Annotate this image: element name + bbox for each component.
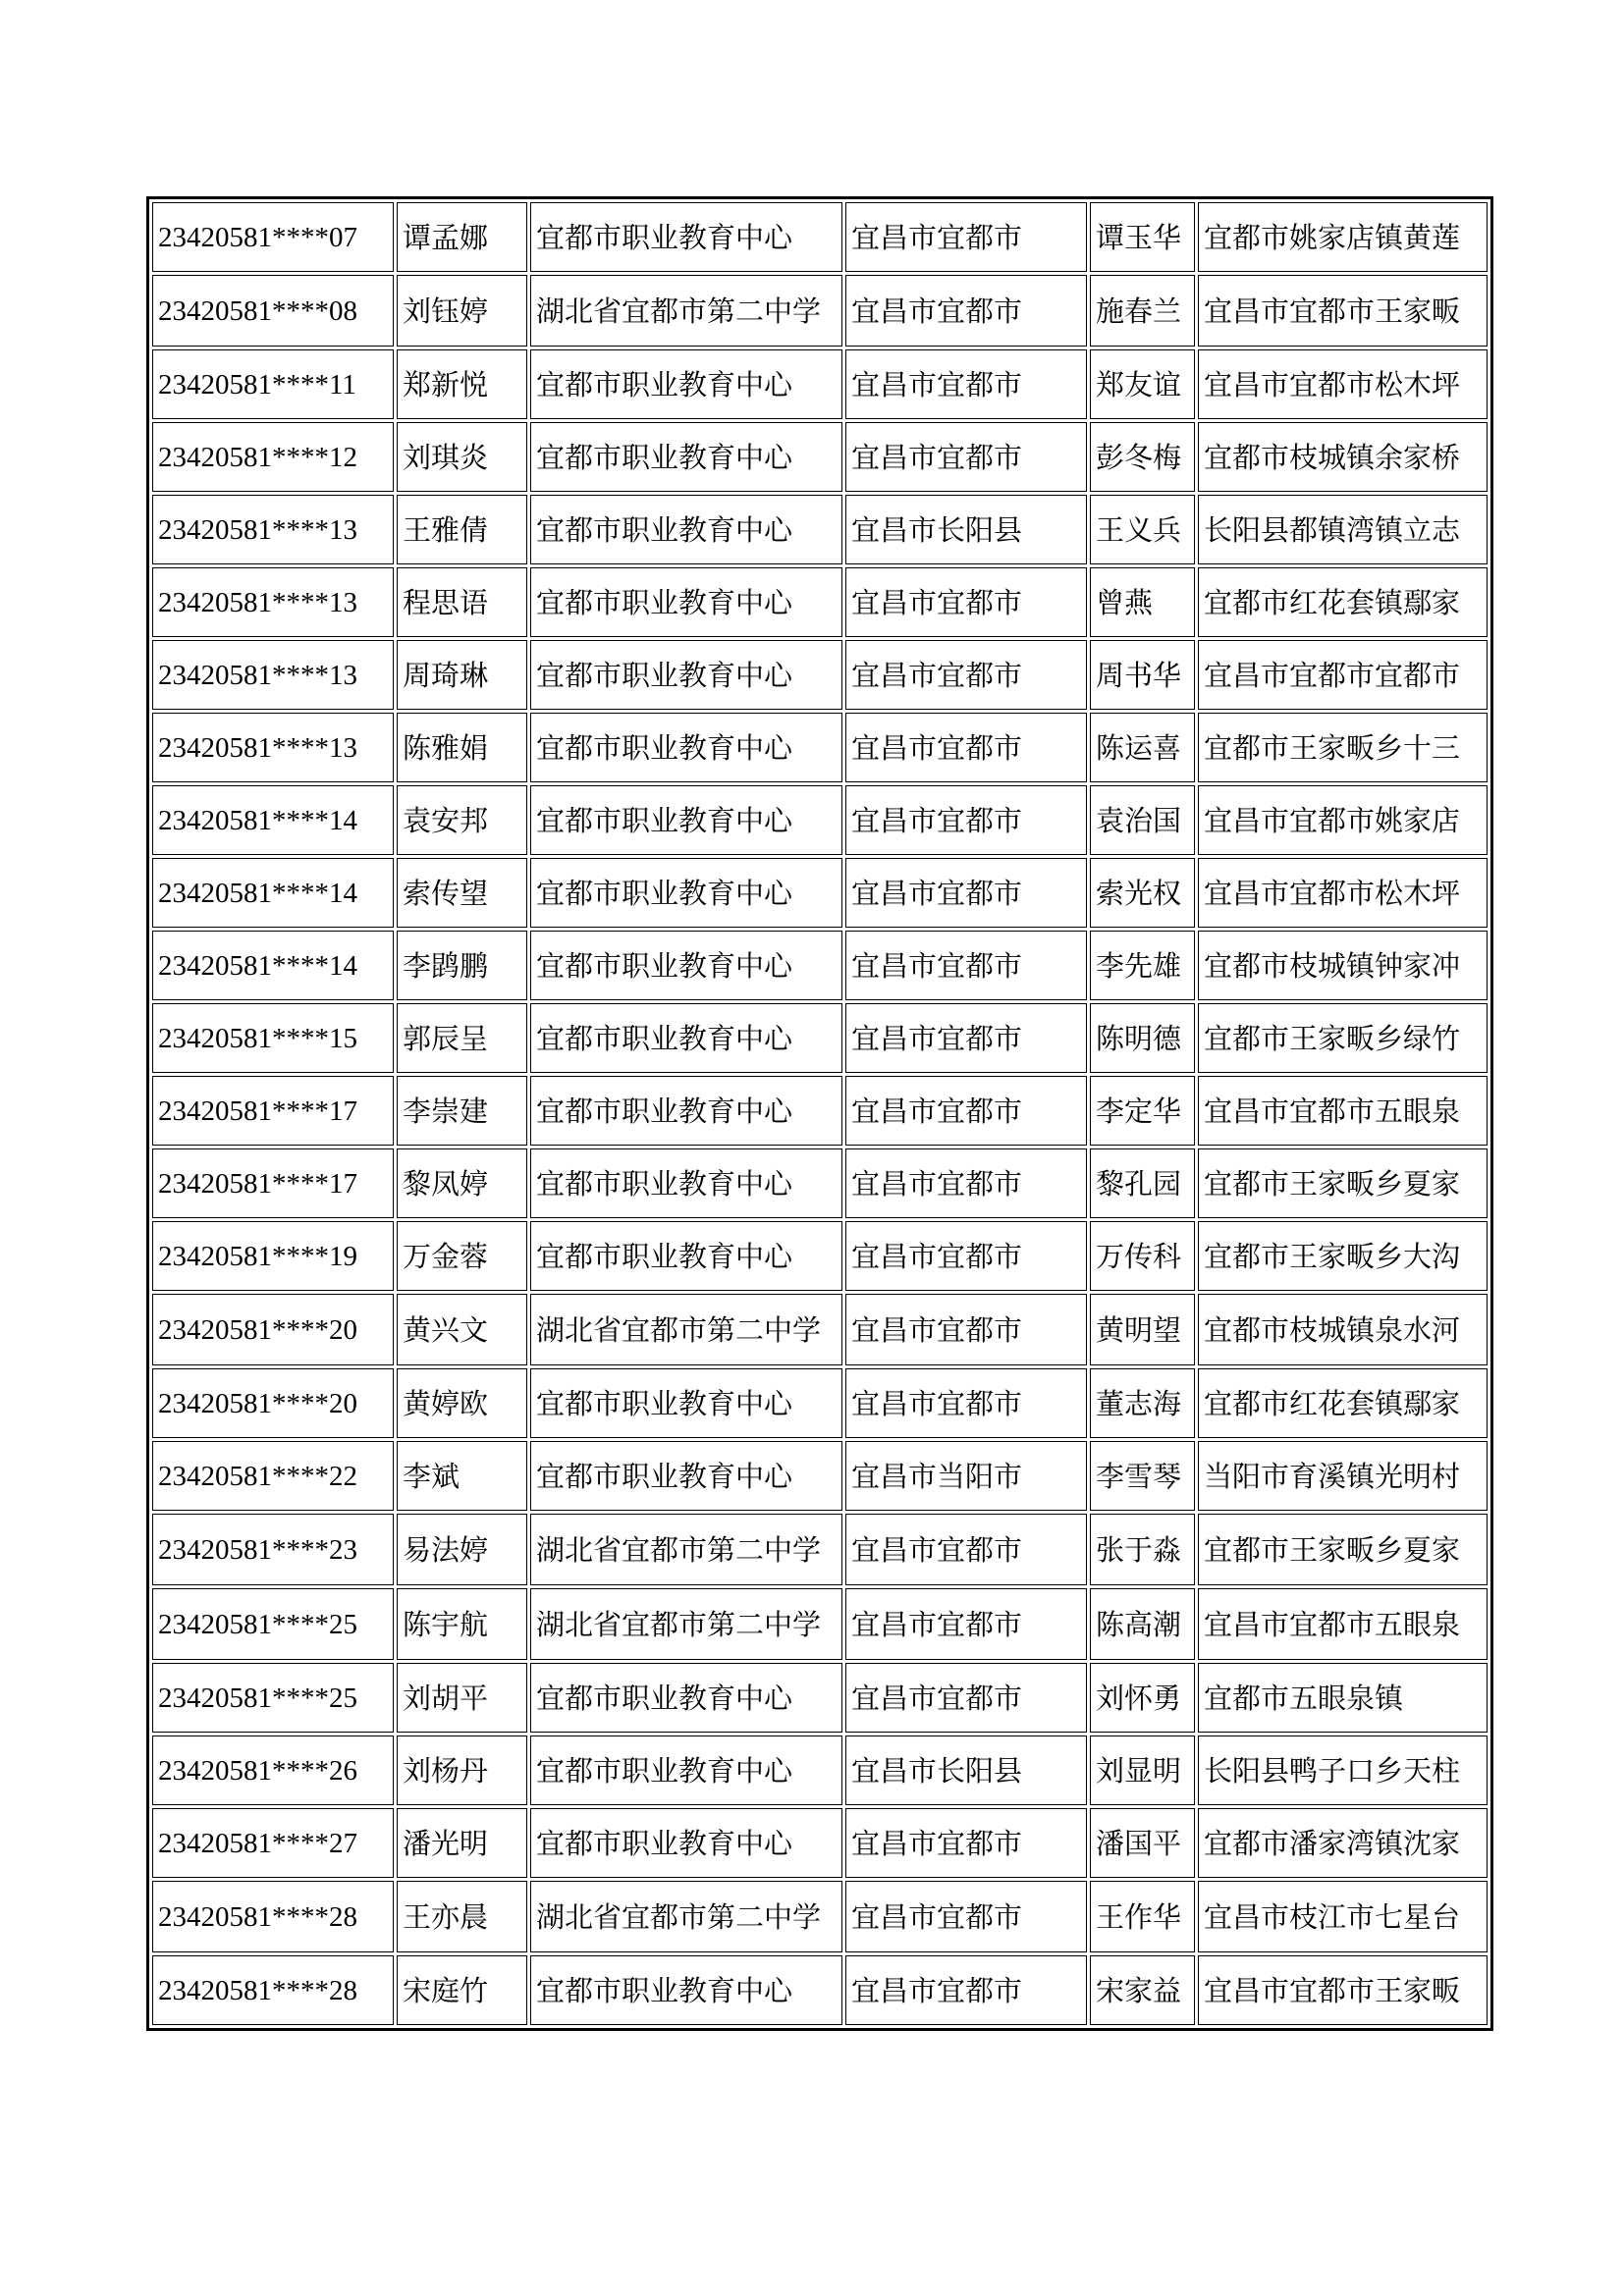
school-cell: 宜都市职业教育中心 [530, 1148, 842, 1218]
table-row [152, 422, 1488, 492]
student-id-cell: 23420581****28 [152, 1881, 394, 1952]
region-cell: 宜昌市长阳县 [845, 1735, 1087, 1805]
guardian-name-cell: 袁治国 [1090, 785, 1195, 855]
student-id-cell: 23420581****12 [152, 422, 394, 492]
student-id-cell: 23420581****13 [152, 567, 394, 637]
student-name-cell: 刘胡平 [397, 1663, 527, 1733]
guardian-name-cell: 黎孔园 [1090, 1148, 1195, 1218]
address-cell: 当阳市育溪镇光明村 [1198, 1441, 1488, 1511]
address-cell: 宜都市王家畈乡绿竹 [1198, 1003, 1488, 1073]
guardian-name-cell: 刘显明 [1090, 1735, 1195, 1805]
address-cell: 宜都市枝城镇钟家冲 [1198, 931, 1488, 1000]
student-name-cell: 郑新悦 [397, 349, 527, 419]
guardian-name-cell: 张于淼 [1090, 1514, 1195, 1585]
region-cell: 宜昌市宜都市 [845, 1808, 1087, 1878]
school-cell: 宜都市职业教育中心 [530, 713, 842, 782]
student-id-cell: 23420581****26 [152, 1735, 394, 1805]
address-cell: 宜昌市枝江市七星台 [1198, 1881, 1488, 1952]
address-cell: 宜都市潘家湾镇沈家 [1198, 1808, 1488, 1878]
guardian-name-cell: 索光权 [1090, 858, 1195, 928]
region-cell: 宜昌市长阳县 [845, 495, 1087, 564]
region-cell: 宜昌市宜都市 [845, 567, 1087, 637]
student-id-cell: 23420581****17 [152, 1076, 394, 1146]
student-id-cell: 23420581****25 [152, 1588, 394, 1660]
student-name-cell: 谭孟娜 [397, 202, 527, 272]
region-cell: 宜昌市宜都市 [845, 1076, 1087, 1146]
table-row [152, 1368, 1488, 1438]
region-cell: 宜昌市宜都市 [845, 858, 1087, 928]
guardian-name-cell: 王作华 [1090, 1881, 1195, 1952]
student-name-cell: 李斌 [397, 1441, 527, 1511]
region-cell: 宜昌市宜都市 [845, 422, 1087, 492]
school-cell: 宜都市职业教育中心 [530, 1735, 842, 1805]
student-id-cell: 23420581****13 [152, 713, 394, 782]
region-cell: 宜昌市宜都市 [845, 1003, 1087, 1073]
student-name-cell: 万金蓉 [397, 1221, 527, 1291]
student-name-cell: 王雅倩 [397, 495, 527, 564]
student-name-cell: 袁安邦 [397, 785, 527, 855]
region-cell: 宜昌市宜都市 [845, 349, 1087, 419]
school-cell: 宜都市职业教育中心 [530, 422, 842, 492]
table-row [152, 1221, 1488, 1291]
table-row [152, 640, 1488, 710]
table-row [152, 1808, 1488, 1878]
guardian-name-cell: 陈明德 [1090, 1003, 1195, 1073]
student-name-cell: 易法婷 [397, 1514, 527, 1585]
region-cell: 宜昌市宜都市 [845, 1588, 1087, 1660]
address-cell: 宜昌市宜都市五眼泉 [1198, 1076, 1488, 1146]
student-id-cell: 23420581****20 [152, 1368, 394, 1438]
region-cell: 宜昌市宜都市 [845, 931, 1087, 1000]
table-row [152, 567, 1488, 637]
school-cell: 湖北省宜都市第二中学 [530, 1588, 842, 1660]
region-cell: 宜昌市宜都市 [845, 1881, 1087, 1952]
student-id-cell: 23420581****17 [152, 1148, 394, 1218]
student-name-cell: 刘杨丹 [397, 1735, 527, 1805]
address-cell: 宜都市王家畈乡夏家 [1198, 1514, 1488, 1585]
school-cell: 宜都市职业教育中心 [530, 1808, 842, 1878]
student-id-cell: 23420581****14 [152, 931, 394, 1000]
student-name-cell: 王亦晨 [397, 1881, 527, 1952]
student-id-cell: 23420581****27 [152, 1808, 394, 1878]
guardian-name-cell: 周书华 [1090, 640, 1195, 710]
student-id-cell: 23420581****07 [152, 202, 394, 272]
address-cell: 长阳县鸭子口乡天柱 [1198, 1735, 1488, 1805]
region-cell: 宜昌市宜都市 [845, 1221, 1087, 1291]
student-name-cell: 刘钰婷 [397, 275, 527, 347]
guardian-name-cell: 万传科 [1090, 1221, 1195, 1291]
address-cell: 宜昌市宜都市王家畈 [1198, 1955, 1488, 2025]
student-id-cell: 23420581****20 [152, 1294, 394, 1365]
table-row [152, 1148, 1488, 1218]
student-name-cell: 索传望 [397, 858, 527, 928]
student-name-cell: 李鹍鹏 [397, 931, 527, 1000]
address-cell: 宜都市红花套镇鄢家 [1198, 1368, 1488, 1438]
student-name-cell: 李崇建 [397, 1076, 527, 1146]
address-cell: 宜都市王家畈乡十三 [1198, 713, 1488, 782]
address-cell: 宜昌市宜都市王家畈 [1198, 275, 1488, 347]
address-cell: 宜都市枝城镇泉水河 [1198, 1294, 1488, 1365]
guardian-name-cell: 陈高潮 [1090, 1588, 1195, 1660]
student-name-cell: 刘琪炎 [397, 422, 527, 492]
guardian-name-cell: 彭冬梅 [1090, 422, 1195, 492]
school-cell: 宜都市职业教育中心 [530, 785, 842, 855]
student-name-cell: 黎凤婷 [397, 1148, 527, 1218]
school-cell: 宜都市职业教育中心 [530, 349, 842, 419]
table-row [152, 1663, 1488, 1733]
student-id-cell: 23420581****15 [152, 1003, 394, 1073]
school-cell: 宜都市职业教育中心 [530, 1663, 842, 1733]
student-id-cell: 23420581****19 [152, 1221, 394, 1291]
guardian-name-cell: 施春兰 [1090, 275, 1195, 347]
school-cell: 宜都市职业教育中心 [530, 858, 842, 928]
student-id-cell: 23420581****14 [152, 785, 394, 855]
table-row [152, 275, 1488, 347]
school-cell: 宜都市职业教育中心 [530, 931, 842, 1000]
student-name-cell: 陈雅娟 [397, 713, 527, 782]
address-cell: 宜都市王家畈乡夏家 [1198, 1148, 1488, 1218]
region-cell: 宜昌市宜都市 [845, 202, 1087, 272]
guardian-name-cell: 李定华 [1090, 1076, 1195, 1146]
address-cell: 宜都市王家畈乡大沟 [1198, 1221, 1488, 1291]
school-cell: 宜都市职业教育中心 [530, 1076, 842, 1146]
table-row [152, 202, 1488, 272]
region-cell: 宜昌市当阳市 [845, 1441, 1087, 1511]
table-row [152, 1955, 1488, 2025]
address-cell: 宜昌市宜都市五眼泉 [1198, 1588, 1488, 1660]
region-cell: 宜昌市宜都市 [845, 713, 1087, 782]
table-row [152, 858, 1488, 928]
address-cell: 宜昌市宜都市宜都市 [1198, 640, 1488, 710]
guardian-name-cell: 李先雄 [1090, 931, 1195, 1000]
region-cell: 宜昌市宜都市 [845, 1955, 1087, 2025]
table-row [152, 931, 1488, 1000]
school-cell: 宜都市职业教育中心 [530, 1368, 842, 1438]
table-body [152, 202, 1488, 2025]
address-cell: 宜都市枝城镇余家桥 [1198, 422, 1488, 492]
guardian-name-cell: 刘怀勇 [1090, 1663, 1195, 1733]
school-cell: 宜都市职业教育中心 [530, 1221, 842, 1291]
table-row [152, 1514, 1488, 1585]
address-cell: 长阳县都镇湾镇立志 [1198, 495, 1488, 564]
address-cell: 宜昌市宜都市姚家店 [1198, 785, 1488, 855]
guardian-name-cell: 宋家益 [1090, 1955, 1195, 2025]
school-cell: 宜都市职业教育中心 [530, 640, 842, 710]
guardian-name-cell: 陈运喜 [1090, 713, 1195, 782]
region-cell: 宜昌市宜都市 [845, 785, 1087, 855]
student-id-cell: 23420581****22 [152, 1441, 394, 1511]
student-name-cell: 陈宇航 [397, 1588, 527, 1660]
address-cell: 宜都市红花套镇鄢家 [1198, 567, 1488, 637]
student-id-cell: 23420581****13 [152, 640, 394, 710]
region-cell: 宜昌市宜都市 [845, 1294, 1087, 1365]
student-id-cell: 23420581****13 [152, 495, 394, 564]
region-cell: 宜昌市宜都市 [845, 275, 1087, 347]
guardian-name-cell: 谭玉华 [1090, 202, 1195, 272]
student-name-cell: 周琦琳 [397, 640, 527, 710]
guardian-name-cell: 王义兵 [1090, 495, 1195, 564]
student-name-cell: 潘光明 [397, 1808, 527, 1878]
table-row [152, 1441, 1488, 1511]
table-row [152, 349, 1488, 419]
student-name-cell: 黄兴文 [397, 1294, 527, 1365]
address-cell: 宜都市姚家店镇黄莲 [1198, 202, 1488, 272]
student-id-cell: 23420581****23 [152, 1514, 394, 1585]
table-row [152, 1294, 1488, 1365]
student-id-cell: 23420581****25 [152, 1663, 394, 1733]
guardian-name-cell: 李雪琴 [1090, 1441, 1195, 1511]
student-id-cell: 23420581****14 [152, 858, 394, 928]
table-row [152, 785, 1488, 855]
school-cell: 宜都市职业教育中心 [530, 495, 842, 564]
address-cell: 宜昌市宜都市松木坪 [1198, 349, 1488, 419]
region-cell: 宜昌市宜都市 [845, 1148, 1087, 1218]
address-cell: 宜昌市宜都市松木坪 [1198, 858, 1488, 928]
school-cell: 宜都市职业教育中心 [530, 202, 842, 272]
guardian-name-cell: 郑友谊 [1090, 349, 1195, 419]
school-cell: 湖北省宜都市第二中学 [530, 1881, 842, 1952]
school-cell: 宜都市职业教育中心 [530, 1441, 842, 1511]
table-row [152, 1735, 1488, 1805]
guardian-name-cell: 曾燕 [1090, 567, 1195, 637]
region-cell: 宜昌市宜都市 [845, 640, 1087, 710]
table-row [152, 1003, 1488, 1073]
school-cell: 宜都市职业教育中心 [530, 567, 842, 637]
student-id-cell: 23420581****28 [152, 1955, 394, 2025]
student-name-cell: 程思语 [397, 567, 527, 637]
guardian-name-cell: 潘国平 [1090, 1808, 1195, 1878]
region-cell: 宜昌市宜都市 [845, 1514, 1087, 1585]
table-row [152, 1588, 1488, 1660]
table-row [152, 713, 1488, 782]
school-cell: 湖北省宜都市第二中学 [530, 1294, 842, 1365]
student-id-cell: 23420581****08 [152, 275, 394, 347]
student-name-cell: 郭辰呈 [397, 1003, 527, 1073]
address-cell: 宜都市五眼泉镇 [1198, 1663, 1488, 1733]
student-name-cell: 黄婷欧 [397, 1368, 527, 1438]
table-row [152, 495, 1488, 564]
school-cell: 湖北省宜都市第二中学 [530, 275, 842, 347]
table-row [152, 1076, 1488, 1146]
school-cell: 宜都市职业教育中心 [530, 1003, 842, 1073]
table-row [152, 1881, 1488, 1952]
student-table [146, 196, 1493, 2031]
guardian-name-cell: 黄明望 [1090, 1294, 1195, 1365]
region-cell: 宜昌市宜都市 [845, 1368, 1087, 1438]
region-cell: 宜昌市宜都市 [845, 1663, 1087, 1733]
student-name-cell: 宋庭竹 [397, 1955, 527, 2025]
student-id-cell: 23420581****11 [152, 349, 394, 419]
guardian-name-cell: 董志海 [1090, 1368, 1195, 1438]
school-cell: 湖北省宜都市第二中学 [530, 1514, 842, 1585]
school-cell: 宜都市职业教育中心 [530, 1955, 842, 2025]
